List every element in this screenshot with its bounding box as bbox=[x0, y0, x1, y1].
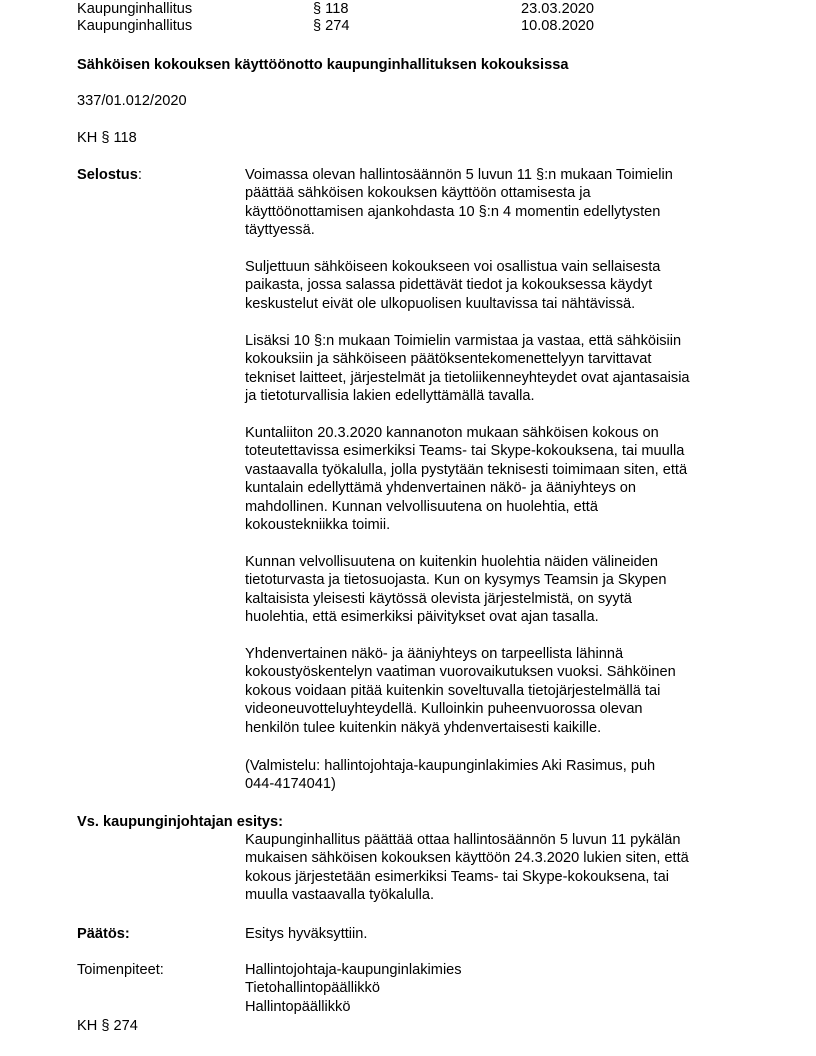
history-body-2: Kaupunginhallitus bbox=[77, 18, 193, 34]
esitys-text: Kaupunginhallitus päättää ottaa hallintosäännön 5 luvun 11 pykälän mukaisen sähköisen kokouksen käyttöön 24.3.2020 lukien siten, että kokous järjestetään esimerkiksi Teams- tai Skype-kokouksena, tai muulla vastaavalla työkalulla. bbox=[245, 832, 689, 904]
selostus-paragraph-2: Suljettuun sähköiseen kokoukseen voi osallistua vain sellaisesta paikasta, jossa salassa pidettävät tiedot ja kokouksessa käydyt keskustelut eivät ole ulkopuolisen kuultavissa tai nähtävissä. bbox=[245, 259, 661, 312]
selostus-paragraph-5: Kunnan velvollisuutena on kuitenkin huolehtia näiden välineiden tietoturvasta ja tietosuojasta. Kun on kysymys Teamsin ja Skypen kaltaisista yleisesti käytössä olevista järjestelmistä, on syytä huolehtia, että esimerkiksi päivitykset ovat ajan tasalla. bbox=[245, 554, 667, 626]
record-number: 337/01.012/2020 bbox=[77, 93, 187, 109]
toimenpiteet-item: Hallintojohtaja-kaupunginlakimies bbox=[245, 962, 462, 978]
selostus-paragraph-4: Kuntaliiton 20.3.2020 kannanoton mukaan sähköisen kokous on toteutettavissa esimerkiksi Teams- tai Skype-kokouksena, tai muulla vastaavalla työkalulla, jolla pystytään teknisesti toimimaan siten, että kuntalain edellyttämä yhdenvertainen näkö- ja ääniyhteys on mahdollinen. Kunnan velvollisuutena on huolehtia, että kokoustekniikka toimii. bbox=[245, 425, 688, 534]
paatos-label: Päätös: bbox=[77, 926, 130, 942]
selostus-paragraph-1: Voimassa olevan hallintosäännön 5 luvun 11 §:n mukaan Toimielin päättää sähköisen kokouksen käyttöön ottamisesta ja käyttöönottamisen ajankohdasta 10 §:n 4 momentin edellytysten täyttyessä. bbox=[245, 167, 673, 239]
history-date-2: 10.08.2020 bbox=[521, 18, 595, 34]
history-date-1: 23.03.2020 bbox=[521, 1, 595, 17]
selostus-label: Selostus: bbox=[77, 167, 142, 183]
esitys-label: Vs. kaupunginjohtajan esitys: bbox=[77, 814, 283, 830]
history-section-1: § 118 bbox=[313, 1, 349, 17]
toimenpiteet-item: Hallintopäällikkö bbox=[245, 998, 351, 1015]
kh-reference-2: KH § 274 bbox=[77, 1018, 138, 1034]
paatos-text: Esitys hyväksyttiin. bbox=[245, 926, 368, 942]
selostus-paragraph-6: Yhdenvertainen näkö- ja ääniyhteys on tarpeellista lähinnä kokoustyöskentelyn vaatiman vuorovaikutuksen vuoksi. Sähköinen kokous voidaan pitää kuitenkin soveltuvalla tietojärjestelmällä tai videoneuvotteluyhteydellä. Kulloinkin puheenvuorossa olevan henkilön tulee kuitenkin näkyä yhdenvertaisesti kaikille. bbox=[245, 646, 676, 736]
kh-reference: KH § 118 bbox=[77, 130, 137, 146]
history-section-2: § 274 bbox=[313, 18, 350, 34]
toimenpiteet-item: Tietohallintopäällikkö bbox=[245, 980, 380, 997]
history-body-1: Kaupunginhallitus bbox=[77, 1, 193, 17]
toimenpiteet-label: Toimenpiteet: bbox=[77, 962, 164, 978]
selostus-paragraph-3: Lisäksi 10 §:n mukaan Toimielin varmistaa ja vastaa, että sähköisiin kokouksiin ja sähköiseen päätöksentekomenettelyyn tarvittavat tekniset laitteet, järjestelmät ja tietoliikenneyhteydet ovat ajantasaisia ja tietoturvallisia lakien edellyttämällä tavalla. bbox=[245, 333, 690, 405]
selostus-paragraph-7: (Valmistelu: hallintojohtaja-kaupunginlakimies Aki Rasimus, puh 044-4174041) bbox=[245, 758, 656, 793]
toimenpiteet-list bbox=[245, 961, 765, 1016]
document-title: Sähköisen kokouksen käyttöönotto kaupunginhallituksen kokouksissa bbox=[77, 57, 569, 73]
